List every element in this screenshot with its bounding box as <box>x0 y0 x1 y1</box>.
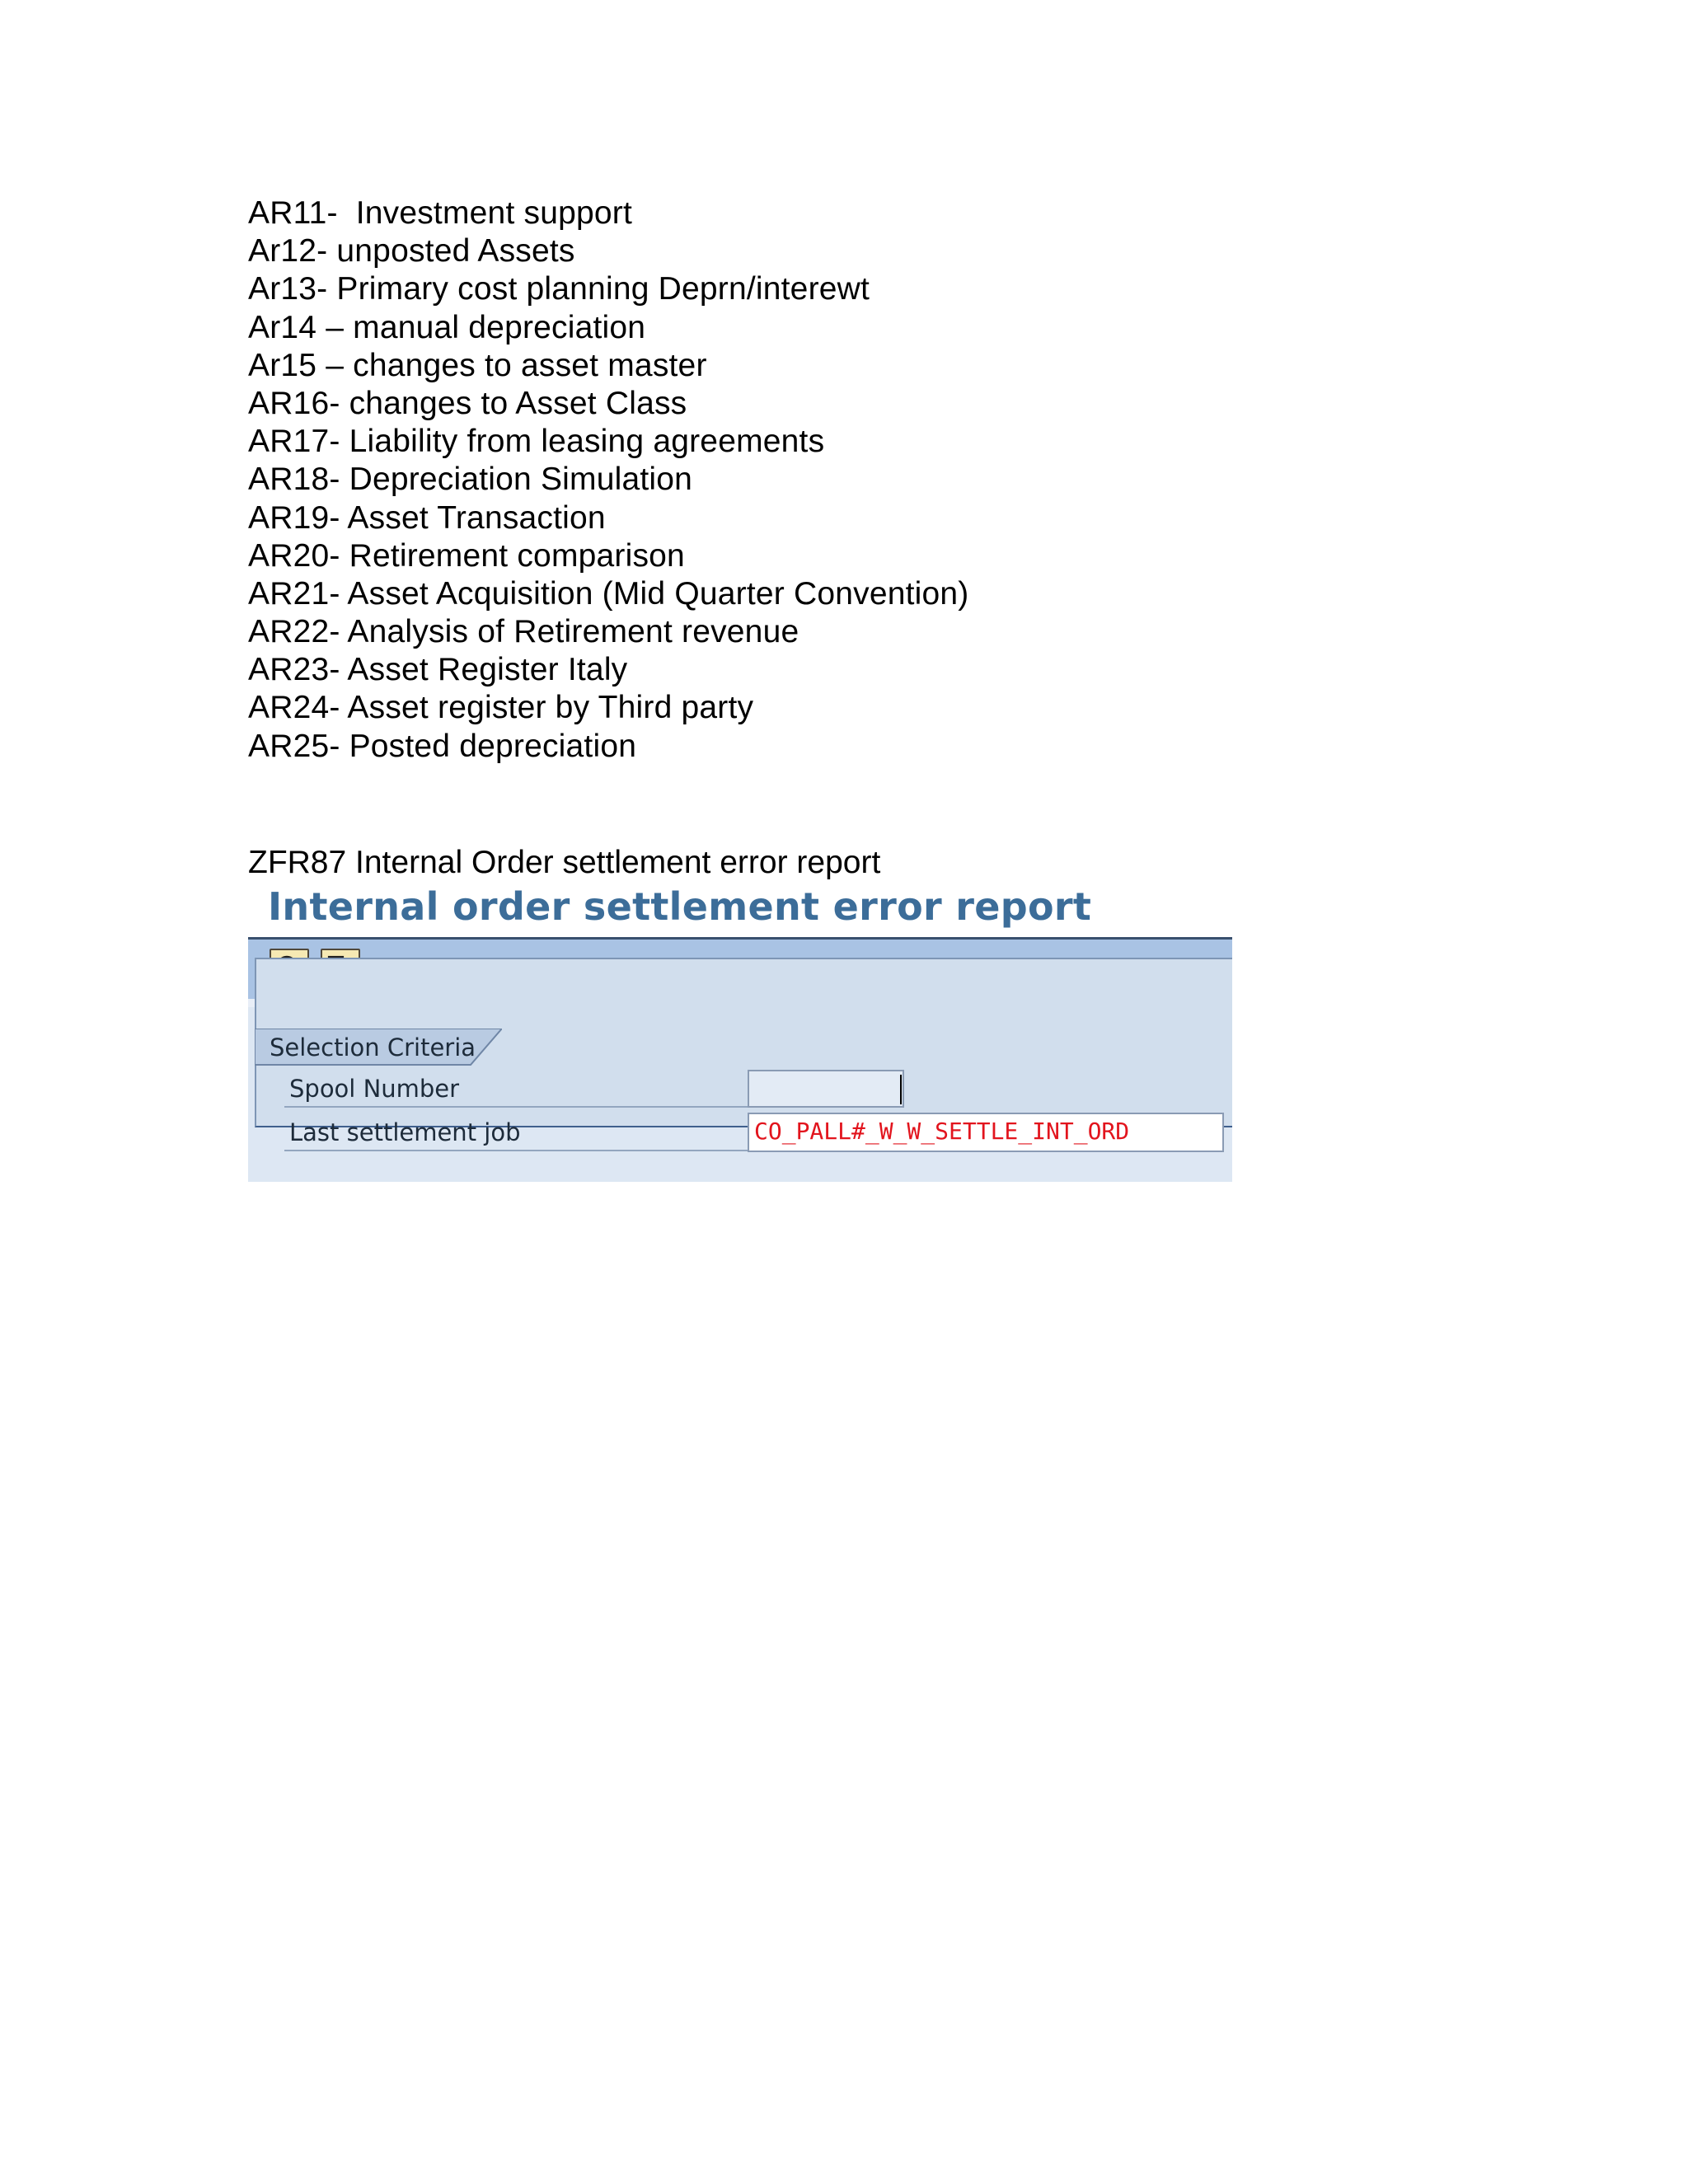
list-item: AR18- Depreciation Simulation <box>248 462 693 498</box>
list-item: AR17- Liability from leasing agreements <box>248 424 825 460</box>
selection-criteria-label: Selection Criteria <box>270 1033 476 1062</box>
report-list <box>248 194 969 766</box>
list-item: AR22- Analysis of Retirement revenue <box>248 614 799 650</box>
last-settlement-job-label: Last settlement job <box>289 1118 521 1146</box>
list-item: Ar15 – changes to asset master <box>248 347 707 383</box>
sap-screen-title: Internal order settlement error report <box>268 884 1092 929</box>
spool-number-input[interactable] <box>748 1070 904 1108</box>
row-divider <box>284 1106 749 1108</box>
list-item: AR19- Asset Transaction <box>248 499 606 536</box>
list-item: AR20- Retirement comparison <box>248 537 685 574</box>
list-item: AR23- Asset Register Italy <box>248 652 628 688</box>
zfr87-heading: ZFR87 Internal Order settlement error report <box>248 845 881 880</box>
list-item: AR25- Posted depreciation <box>248 728 637 764</box>
last-settlement-job-input[interactable]: CO_PALL#_W_W_SETTLE_INT_ORD <box>748 1113 1224 1152</box>
text-cursor <box>900 1075 902 1104</box>
list-item: AR21- Asset Acquisition (Mid Quarter Convention) <box>248 575 969 612</box>
spool-number-label: Spool Number <box>289 1075 460 1103</box>
list-item: AR16- changes to Asset Class <box>248 385 687 421</box>
list-item: Ar13- Primary cost planning Deprn/interewt <box>248 271 870 307</box>
row-divider <box>284 1150 749 1151</box>
list-item: AR24- Asset register by Third party <box>248 690 754 726</box>
list-item: Ar14 – manual depreciation <box>248 309 646 345</box>
list-item: AR11- Investment support <box>248 195 632 231</box>
list-item: Ar12- unposted Assets <box>248 233 575 269</box>
